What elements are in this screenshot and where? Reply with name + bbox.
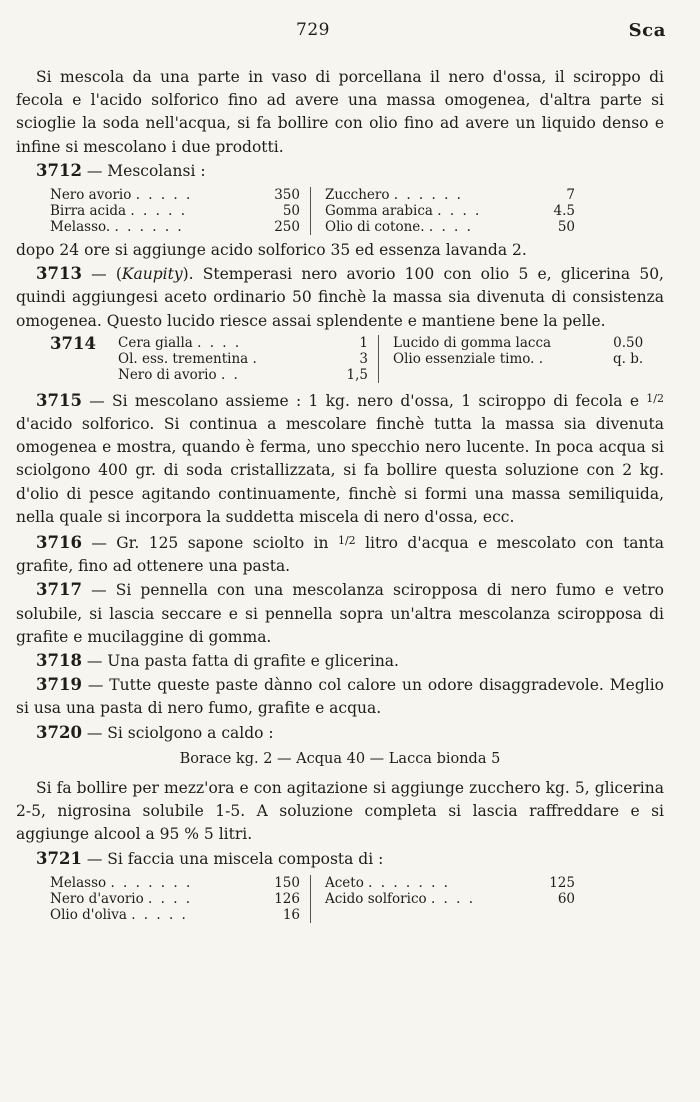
ingredient-row bbox=[118, 351, 643, 367]
recipe-3721 bbox=[16, 847, 664, 871]
ingredient-qty bbox=[260, 875, 311, 891]
ingredient-name bbox=[393, 367, 613, 383]
ingredient-qty-text: 150 bbox=[274, 874, 300, 891]
ingredient-name-text: Melasso bbox=[50, 874, 107, 891]
ingredient-qty-text: 250 bbox=[274, 219, 300, 236]
leader-dots: . . . . . bbox=[135, 187, 193, 204]
recipe-number: 3713 bbox=[36, 264, 82, 284]
page-body bbox=[16, 66, 664, 927]
ingredient-row bbox=[50, 875, 575, 891]
ingredient-qty-text: q. b. bbox=[613, 350, 644, 367]
ingredient-qty-text: 1,5 bbox=[346, 366, 368, 383]
ingredient-qty bbox=[260, 187, 311, 203]
ingredient-qty-text: 50 bbox=[282, 203, 300, 220]
recipe-3713 bbox=[16, 262, 664, 333]
ingredient-qty-text: 126 bbox=[274, 890, 300, 907]
ingredient-qty-text: 125 bbox=[549, 874, 575, 891]
recipe-3720-formula: Borace kg. 2 — Acqua 40 — Lacca bionda 5 bbox=[179, 750, 501, 767]
ingredient-qty-text: 16 bbox=[282, 906, 300, 923]
column-rule bbox=[379, 351, 394, 367]
ingredient-name bbox=[50, 891, 260, 907]
ingredient-row bbox=[118, 367, 643, 383]
ingredient-qty bbox=[260, 203, 311, 219]
ingredients-table-3714 bbox=[118, 335, 643, 383]
column-rule bbox=[311, 875, 326, 891]
fraction: 1/2 bbox=[646, 391, 664, 405]
paragraph-intro: Si mescola da una parte in vaso di porcellana il nero d'ossa, il sciroppo di fecola e l'acido solforico fino ad avere una massa omogenea, d'altra parte si scioglie la soda nell'acqua, si fa bollire con olio fino ad avere un liquido denso e infine si mescolano i due prodotti. bbox=[16, 68, 664, 156]
recipe-text: — Si sciolgono a caldo : bbox=[81, 723, 274, 742]
recipe-number: 3712 bbox=[36, 160, 82, 180]
ingredient-row bbox=[50, 219, 575, 235]
ingredient-name bbox=[50, 875, 260, 891]
leader-dots: . . . . bbox=[430, 890, 475, 907]
ingredient-qty-text: 50 bbox=[557, 219, 575, 236]
ingredient-row bbox=[50, 187, 575, 203]
leader-dots: . . . . . . bbox=[393, 187, 463, 204]
recipe-number: 3721 bbox=[36, 848, 82, 868]
recipe-text: — Tutte queste paste dànno col calore un odore disaggradevole. Meglio si usa una pasta di nero fumo, grafite e acqua. bbox=[16, 676, 664, 718]
leader-dots: . bbox=[252, 350, 259, 367]
leader-dots: . . . . bbox=[148, 890, 193, 907]
leader-dots: . . . . . bbox=[130, 203, 188, 220]
leader-dots: . . . . bbox=[437, 203, 482, 220]
ingredient-qty-text: 4.5 bbox=[553, 203, 575, 220]
ingredient-name bbox=[325, 219, 545, 235]
ingredient-qty bbox=[260, 907, 311, 923]
recipe-3712 bbox=[16, 159, 664, 183]
ingredient-qty bbox=[545, 219, 575, 235]
ingredient-name bbox=[325, 875, 545, 891]
ingredient-name-text: Melasso. bbox=[50, 219, 111, 236]
ingredients-table-3712 bbox=[50, 187, 575, 235]
ingredient-qty bbox=[613, 335, 643, 351]
ingredient-qty-text: 60 bbox=[557, 890, 575, 907]
recipe-text: d'acido solforico. Si continua a mescolare finchè tutta la massa sia divenuta omogenea e mostra, quando è ferma, uno specchio nero lucente. In poca acqua si sciolgono 400 gr. di soda cristallizzata, si fa bollire questa soluzione con 2 kg. d'olio di pesce agitando continuamente, finchè si formi una massa semiliquida, nella quale si incorpora la suddetta miscela di nero d'ossa, ecc. bbox=[16, 415, 664, 526]
recipe-dash: — ( bbox=[81, 265, 122, 284]
ingredient-name-text: Nero avorio bbox=[50, 187, 132, 204]
column-rule bbox=[379, 335, 394, 351]
ingredient-qty-text: 350 bbox=[274, 187, 300, 204]
recipe-number: 3719 bbox=[36, 675, 82, 695]
recipe-3714 bbox=[50, 335, 664, 383]
ingredient-name bbox=[393, 335, 613, 351]
column-rule bbox=[311, 891, 326, 907]
ingredient-qty bbox=[545, 891, 575, 907]
ingredient-name-text: Lucido di gomma lacca bbox=[393, 334, 552, 351]
ingredient-qty bbox=[260, 219, 311, 235]
ingredient-name bbox=[50, 187, 260, 203]
ingredient-qty bbox=[328, 367, 379, 383]
column-rule bbox=[311, 187, 326, 203]
ingredient-qty bbox=[545, 203, 575, 219]
recipe-text: ). Stemperasi nero avorio 100 con olio 5 e, glicerina 50, quindi aggiungesi aceto ordinario 50 finchè la massa sia divenuta di consistenza omogenea. Questo lucido riesce assai splendente e mantiene bene la pelle. bbox=[16, 265, 664, 330]
recipe-number: 3716 bbox=[36, 533, 82, 553]
column-rule bbox=[379, 367, 394, 383]
ingredient-qty-text: 0.50 bbox=[613, 334, 644, 351]
ingredient-name-text: Cera gialla bbox=[118, 334, 193, 351]
leader-dots: . . bbox=[220, 366, 240, 383]
ingredient-name-text: Gomma arabica bbox=[325, 203, 433, 220]
ingredient-name bbox=[325, 891, 545, 907]
ingredient-row bbox=[118, 335, 643, 351]
recipe-number: 3718 bbox=[36, 651, 82, 671]
ingredient-qty bbox=[545, 875, 575, 891]
column-rule bbox=[311, 203, 326, 219]
ingredient-qty bbox=[260, 891, 311, 907]
ingredient-row bbox=[50, 203, 575, 219]
ingredient-qty bbox=[328, 351, 379, 367]
ingredient-qty bbox=[545, 907, 575, 923]
ingredient-name bbox=[325, 203, 545, 219]
ingredient-name bbox=[325, 907, 545, 923]
ingredient-qty-text: 7 bbox=[566, 187, 575, 204]
recipe-3716 bbox=[16, 529, 664, 578]
leader-dots: . . . . . bbox=[131, 906, 188, 923]
ingredient-name-text: Nero di avorio bbox=[118, 366, 217, 383]
recipe-3719 bbox=[16, 673, 664, 720]
leader-dots: . . . . bbox=[197, 334, 242, 351]
ingredient-qty bbox=[613, 351, 643, 367]
ingredients-table-3721 bbox=[50, 875, 575, 923]
recipe-text: — Gr. 125 sapone sciolto in bbox=[81, 534, 338, 553]
ingredient-qty-text: 1 bbox=[359, 334, 368, 351]
column-rule bbox=[311, 907, 326, 923]
recipe-number: 3715 bbox=[36, 390, 82, 410]
recipe-number: 3714 bbox=[50, 333, 96, 353]
ingredient-name bbox=[118, 351, 328, 367]
ingredient-name bbox=[393, 351, 613, 367]
ingredient-qty bbox=[545, 187, 575, 203]
running-title: Sca bbox=[628, 20, 666, 41]
ingredient-name-text: Acido solforico bbox=[325, 890, 427, 907]
ingredient-name-text: Nero d'avorio bbox=[50, 890, 144, 907]
recipe-text: — Si mescolano assieme : 1 kg. nero d'ossa, 1 sciroppo di fecola e bbox=[81, 391, 647, 410]
leader-dots: . . . . . . . bbox=[368, 874, 450, 891]
recipe-number: 3717 bbox=[36, 580, 82, 600]
fraction: 1/2 bbox=[337, 534, 356, 548]
ingredient-name-text: Aceto bbox=[325, 874, 364, 891]
recipe-number: 3720 bbox=[36, 722, 82, 742]
ingredient-name bbox=[50, 219, 260, 235]
recipe-3712-after: dopo 24 ore si aggiunge acido solforico 35 ed essenza lavanda 2. bbox=[16, 241, 527, 260]
recipe-3720 bbox=[16, 721, 664, 745]
recipe-3718 bbox=[16, 649, 664, 673]
ingredient-name bbox=[118, 335, 328, 351]
ingredient-name bbox=[325, 187, 545, 203]
ingredient-qty bbox=[613, 367, 643, 383]
recipe-text: litro d'acqua e mescolato con tanta grafite, fino ad ottenere una pasta. bbox=[16, 534, 665, 576]
recipe-text: — Una pasta fatta di grafite e glicerina. bbox=[81, 652, 399, 671]
recipe-text: — Si faccia una miscela composta di : bbox=[81, 849, 384, 868]
ingredient-row bbox=[50, 907, 575, 923]
ingredient-name-text: Olio essenziale timo. bbox=[393, 350, 535, 367]
recipe-text: — Mescolansi : bbox=[81, 161, 206, 180]
page-header bbox=[0, 20, 700, 50]
recipe-text: — Si pennella con una mescolanza sciropposa di nero fumo e vetro solubile, si lascia seccare e si pennella sopra un'altra mescolanza sciropposa di grafite e mucilaggine di gomma. bbox=[16, 581, 664, 646]
ingredient-name-text: Olio di cotone. bbox=[325, 219, 425, 236]
leader-dots: . bbox=[538, 350, 546, 367]
recipe-3715 bbox=[16, 387, 664, 529]
ingredient-name bbox=[50, 907, 260, 923]
recipe-3720-after: Si fa bollire per mezz'ora e con agitazione si aggiunge zucchero kg. 5, glicerina 2-5, nigrosina solubile 1-5. A soluzione completa si lascia raffreddare e si aggiunge alcool a 95 % 5 litri. bbox=[16, 779, 664, 844]
ingredient-qty-text: 3 bbox=[359, 350, 368, 367]
ingredient-name-text: Birra acida bbox=[50, 203, 127, 220]
recipe-3717 bbox=[16, 578, 664, 649]
ingredient-name bbox=[118, 367, 328, 383]
ingredient-name bbox=[50, 203, 260, 219]
ingredient-name-text: Olio d'oliva bbox=[50, 906, 127, 923]
ingredient-name-text: Zucchero bbox=[325, 187, 390, 204]
ingredient-name-text: Ol. ess. trementina bbox=[118, 350, 249, 367]
leader-dots: . . . . . . . bbox=[110, 874, 193, 891]
column-rule bbox=[311, 219, 326, 235]
recipe-name: Kaupity bbox=[121, 265, 183, 284]
ingredient-qty bbox=[328, 335, 379, 351]
leader-dots: . . . . . . bbox=[114, 219, 184, 236]
page-number: 729 bbox=[296, 20, 330, 40]
leader-dots: . . . . bbox=[428, 219, 473, 236]
ingredient-row bbox=[50, 891, 575, 907]
